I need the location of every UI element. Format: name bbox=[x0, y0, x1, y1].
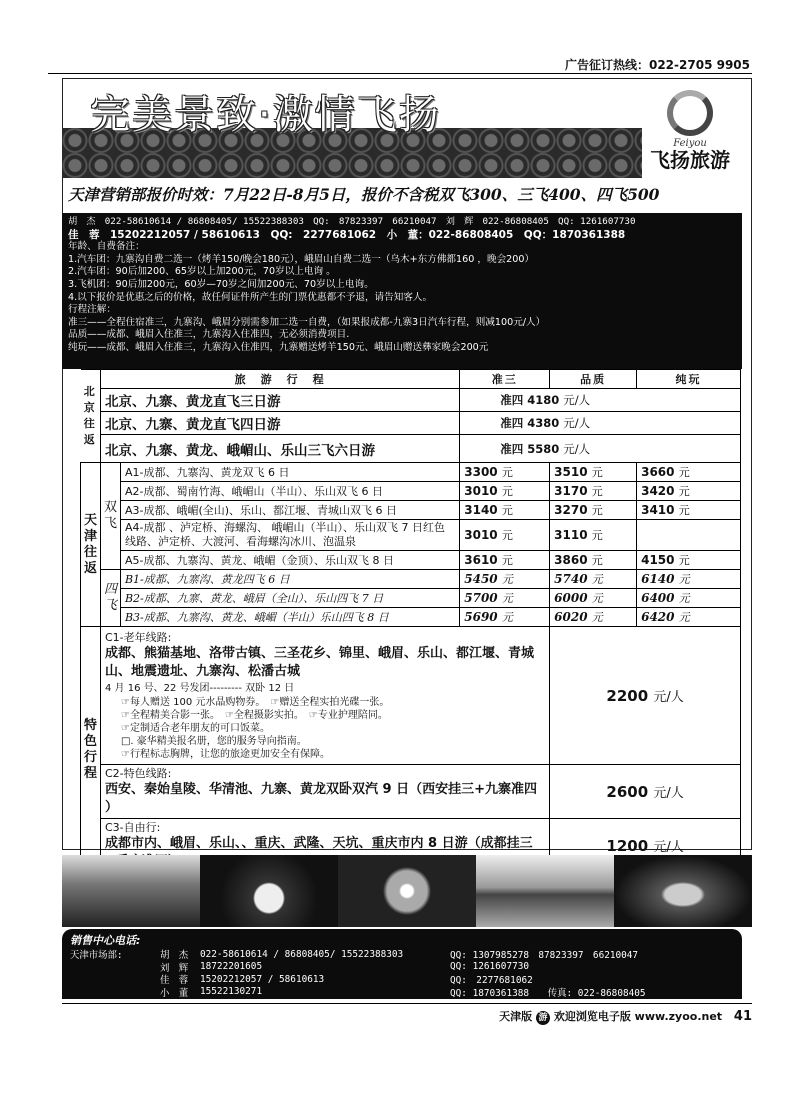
price-standard: 3300 元 bbox=[460, 463, 550, 482]
price-pure: 6420 元 bbox=[637, 608, 741, 627]
table-row bbox=[81, 589, 741, 608]
price-standard: 5690 元 bbox=[460, 608, 550, 627]
quote-period: 天津营销部报价时效：7月22日-8月5日，报价不含税双飞300、三飞400、四飞500 bbox=[68, 185, 660, 204]
c1-perk: ☞定制适合老年朋友的可口饭菜。 bbox=[120, 723, 270, 734]
price-pure bbox=[637, 520, 741, 551]
notes-title: 年龄、自费备注： bbox=[68, 241, 145, 253]
ad-hotline: 广告征订热线：022-2705 9905 bbox=[564, 58, 750, 72]
price-pure: 3410 元 bbox=[637, 501, 741, 520]
feiyang-logo bbox=[640, 90, 740, 180]
four-flight-label: 四飞 bbox=[100, 570, 120, 627]
price-table bbox=[80, 369, 741, 873]
sales-name: 刘 辉 bbox=[160, 962, 189, 974]
price-quality: 3510 元 bbox=[550, 463, 637, 482]
table-row bbox=[81, 551, 741, 570]
sales-qq: QQ: 1870361388 传真: 022-86808405 bbox=[450, 987, 646, 999]
logo-swirl-icon bbox=[667, 90, 713, 136]
c3-price: 1200 元/人 bbox=[550, 819, 741, 873]
route-name: 北京、九寨、黄龙、峨嵋山、乐山三飞六日游 bbox=[100, 435, 459, 463]
table-row bbox=[81, 520, 741, 551]
c2-detail bbox=[100, 765, 549, 819]
route-price: 准四 4180 元/人 bbox=[460, 389, 741, 412]
top-rule bbox=[48, 73, 752, 74]
route-name: B3-成都、九寨沟、黄龙、峨嵋（半山）乐山四飞 8 日 bbox=[120, 608, 459, 627]
itinerary-note: 纯玩——成都、峨眉入住准三，九寨沟入住准四，九寨赠送烤羊150元、峨眉山赠送彝家晚会200元 bbox=[68, 341, 489, 353]
sales-row bbox=[70, 961, 734, 974]
double-flight-label: 双飞 bbox=[100, 463, 120, 570]
price-quality: 3270 元 bbox=[550, 501, 637, 520]
sales-name: 胡 杰 bbox=[160, 950, 189, 962]
c2-title: C2-特色线路: bbox=[104, 767, 172, 780]
c1-route: 成都、熊猫基地、洛带古镇、三圣花乡、锦里、峨眉、乐山、都江堰、青城山、地震遗址、九寨沟、松潘古城 bbox=[104, 646, 534, 679]
sales-name: 佳 蓉 bbox=[160, 975, 189, 987]
c1-perk: □. 豪华精美报名册，您的服务导向指南。 bbox=[120, 736, 307, 747]
sales-phone: 022-58610614 / 86808405/ 15522388303 bbox=[200, 948, 404, 960]
notes-box bbox=[62, 213, 742, 369]
route-name: A2-成都、蜀南竹海、峨嵋山（半山）、乐山双飞 6 日 bbox=[120, 482, 459, 501]
page-number: 41 bbox=[733, 1009, 752, 1024]
c3-route: 成都市内、峨眉、乐山、、重庆、武隆、天坑、重庆市内 8 日游（成都挂三 bbox=[104, 836, 533, 851]
sales-row bbox=[70, 973, 734, 986]
sales-qq: QQ: 1307985278 87823397 66210047 bbox=[450, 950, 639, 962]
price-quality: 3860 元 bbox=[550, 551, 637, 570]
table-row bbox=[81, 412, 741, 435]
price-quality: 3110 元 bbox=[550, 520, 637, 551]
price-quality: 3170 元 bbox=[550, 482, 637, 501]
c1-perk: ☞每人赠送 100 元水晶购物券。 ☞赠送全程实拍光碟一张。 bbox=[120, 697, 390, 708]
route-name: B2-成都、九寨、黄龙、峨眉（全山）、乐山四飞 7 日 bbox=[120, 589, 459, 608]
lake-photo bbox=[476, 855, 614, 927]
panda-photo bbox=[200, 855, 338, 927]
scenery-strip bbox=[62, 855, 752, 927]
sales-market: 天津市场部: bbox=[70, 950, 123, 962]
route-name: A5-成都、九寨沟、黄龙、峨嵋（金顶）、乐山双飞 8 日 bbox=[120, 551, 459, 570]
c1-detail bbox=[100, 627, 549, 765]
sales-row bbox=[70, 986, 734, 999]
table-row bbox=[81, 482, 741, 501]
route-name: A1-成都、九寨沟、黄龙双飞 6 日 bbox=[120, 463, 459, 482]
table-row bbox=[81, 435, 741, 463]
header-route: 旅 游 行 程 bbox=[100, 370, 459, 389]
table-row bbox=[81, 570, 741, 589]
sales-phone: 15202212057 / 58610613 bbox=[200, 973, 325, 985]
contact-line: 佳 蓉 15202212057 / 58610613 QQ: 2277681062 小 董：022-86808405 QQ：1870361388 bbox=[68, 228, 626, 241]
route-name: A4-成都 、泸定桥、海螺沟、 峨嵋山（半山）、乐山双飞 7 日红色线路、泸定桥、大渡河、看海螺沟冰川、泡温泉 bbox=[120, 520, 459, 551]
price-pure: 3420 元 bbox=[637, 482, 741, 501]
sales-qq: QQ: 1261607730 bbox=[450, 961, 530, 973]
waterfall-photo bbox=[62, 855, 200, 927]
c1-price: 2200 元/人 bbox=[550, 627, 741, 765]
route-name: B1-成都、九寨沟、黄龙四飞 6 日 bbox=[120, 570, 459, 589]
sales-contacts bbox=[62, 929, 742, 999]
table-row bbox=[81, 389, 741, 412]
price-quality: 6020 元 bbox=[550, 608, 637, 627]
price-pure: 6400 元 bbox=[637, 589, 741, 608]
note-line: 3.飞机团：90后加200元，60岁—70岁之间加200元、70岁以上电询。 bbox=[68, 278, 374, 290]
sales-row bbox=[70, 948, 734, 961]
header-pure: 纯玩 bbox=[637, 370, 741, 389]
note-line: 2.汽车团：90后加200、65岁以上加200元，70岁以上电询 。 bbox=[68, 266, 336, 278]
travel-badge-icon: 游 bbox=[536, 1011, 550, 1025]
price-standard: 5700 元 bbox=[460, 589, 550, 608]
price-standard: 3610 元 bbox=[460, 551, 550, 570]
price-standard: 3140 元 bbox=[460, 501, 550, 520]
header-standard: 准三 bbox=[460, 370, 550, 389]
itinerary-title: 行程注解： bbox=[68, 304, 116, 316]
price-pure: 6140 元 bbox=[637, 570, 741, 589]
contact-line: 胡 杰 022-58610614 / 86808405/ 15522388303 QQ: 87823397 66210047 刘 辉 022-86808405 QQ: 1261607730 bbox=[68, 216, 636, 227]
header-quality: 品质 bbox=[550, 370, 637, 389]
table-row bbox=[81, 463, 741, 482]
c1-perk: ☞全程精美合影一张。 ☞全程摄影实拍。 ☞专业护理陪同。 bbox=[120, 710, 388, 721]
route-price: 准四 5580 元/人 bbox=[460, 435, 741, 463]
c1-perk: ☞行程标志胸牌，让您的旅途更加安全有保障。 bbox=[120, 749, 330, 760]
logo-cn: 飞扬旅游 bbox=[650, 148, 730, 172]
itinerary-note: 品质——成都、峨眉入住准三，九寨沟入住准四，无必须消费项目. bbox=[68, 329, 350, 341]
edition-label: 天津版 bbox=[499, 1010, 533, 1023]
c3-title: C3-自由行: bbox=[104, 821, 161, 834]
sales-title: 销售中心电话: bbox=[70, 934, 141, 947]
sales-name: 小 董 bbox=[160, 987, 189, 999]
price-quality: 6000 元 bbox=[550, 589, 637, 608]
table-header bbox=[81, 370, 741, 389]
sales-phone: 18722201605 bbox=[200, 961, 263, 973]
price-quality: 5740 元 bbox=[550, 570, 637, 589]
route-name: 北京、九寨、黄龙直飞三日游 bbox=[100, 389, 459, 412]
c1-dates: 4 月 16 号、22 号发团--------- 双卧 12 日 bbox=[104, 683, 295, 694]
buddha-photo bbox=[614, 855, 752, 927]
flower-photo bbox=[338, 855, 476, 927]
c2-route: 西安、秦始皇陵、华清池、九寨、黄龙双卧双汽 9 日（西安挂三+九寨准四 ） bbox=[104, 782, 537, 815]
c2-price: 2600 元/人 bbox=[550, 765, 741, 819]
route-name: 北京、九寨、黄龙直飞四日游 bbox=[100, 412, 459, 435]
route-price: 准四 4380 元/人 bbox=[460, 412, 741, 435]
sales-phone: 15522130271 bbox=[200, 986, 263, 998]
table-row bbox=[81, 501, 741, 520]
beijing-label: 北京往返 bbox=[81, 370, 101, 463]
banner-title: 完美景致·激情飞扬 bbox=[90, 92, 441, 138]
logo-en: Feiyou bbox=[673, 138, 707, 149]
tianjin-label: 天津往返 bbox=[81, 463, 101, 627]
price-standard: 5450 元 bbox=[460, 570, 550, 589]
website-link[interactable]: 欢迎浏览电子版 www.zyoo.net bbox=[553, 1010, 723, 1023]
c1-title: C1-老年线路: bbox=[104, 631, 172, 644]
price-pure: 4150 元 bbox=[637, 551, 741, 570]
page-footer bbox=[62, 1003, 752, 1025]
price-pure: 3660 元 bbox=[637, 463, 741, 482]
special-label: 特色行程 bbox=[81, 627, 101, 873]
note-line: 1.汽车团：九寨沟自费二选一（烤羊150/晚会180元），峨眉山自费二选一（乌木+东方佛都160 ，晚会200） bbox=[68, 253, 535, 265]
table-row bbox=[81, 627, 741, 765]
price-standard: 3010 元 bbox=[460, 520, 550, 551]
route-name: A3-成都、峨嵋(全山)、乐山、都江堰、青城山双飞 6 日 bbox=[120, 501, 459, 520]
sales-qq: QQ: 2277681062 bbox=[450, 975, 533, 987]
price-standard: 3010 元 bbox=[460, 482, 550, 501]
table-row bbox=[81, 765, 741, 819]
table-row bbox=[81, 608, 741, 627]
note-line: 4.以下报价是优惠之后的价格，故任何证件所产生的门票优惠都不予退，请告知客人。 bbox=[68, 291, 433, 303]
itinerary-note: 准三——全程住宿准三，九寨沟、峨眉分别需参加二选一自费，（如果报成都-九寨3日汽车行程，则减100元/人） bbox=[68, 316, 546, 328]
